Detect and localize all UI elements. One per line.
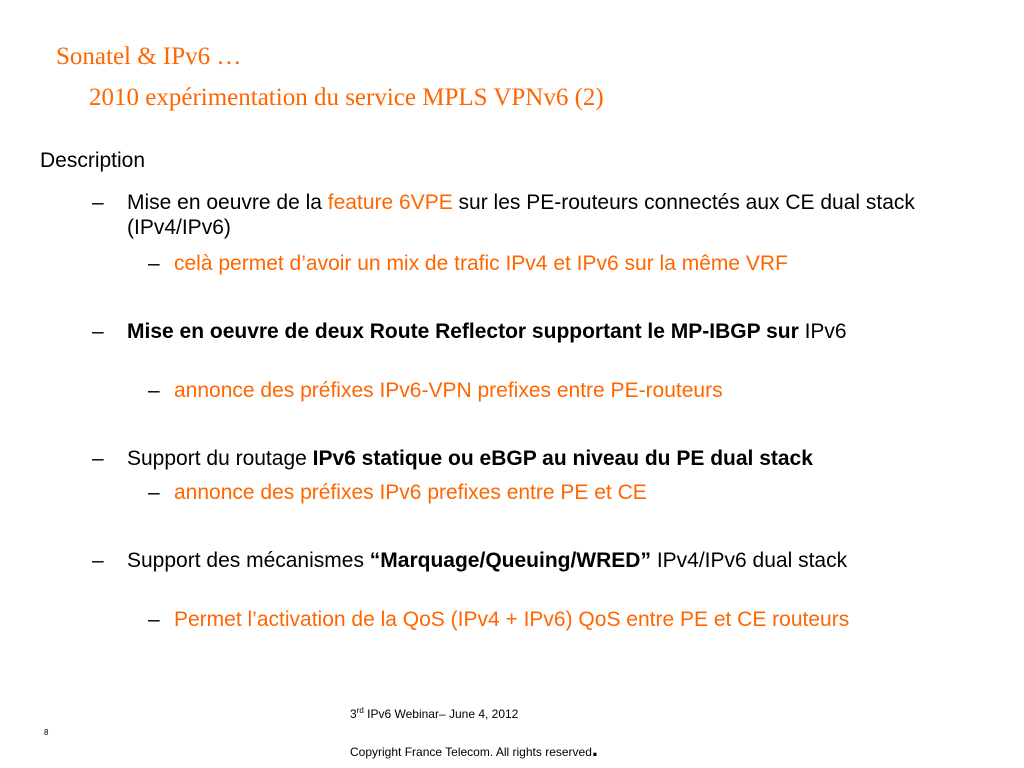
footer-copyright-text: Copyright France Telecom. All rights reserved xyxy=(350,745,592,759)
sub-bullet-text: celà permet d’avoir un mix de trafic IPv4 et IPv6 sur la même VRF xyxy=(174,252,788,275)
sub-bullet-text: Permet l’activation de la QoS (IPv4 + IPv6) QoS entre PE et CE routeurs xyxy=(174,608,850,631)
description-heading: Description xyxy=(40,149,146,172)
sub-bullet-dash: – xyxy=(148,379,160,402)
bullet-bold-text: Mise en oeuvre de deux Route Reflector supportant le MP-IBGP sur xyxy=(127,320,799,343)
footer-event-ordinal: rd xyxy=(356,706,364,715)
slide-subtitle: 2010 expérimentation du service MPLS VPNv6 (2) xyxy=(89,84,604,111)
bullet-bold-text: IPv6 statique ou eBGP au niveau du PE dual stack xyxy=(312,447,813,470)
bullet-text: Support des mécanismes xyxy=(127,549,370,572)
bullet-text: Support du routage xyxy=(127,447,313,470)
bullet-dash: – xyxy=(92,549,104,572)
bullet-text: Mise en oeuvre de la xyxy=(127,191,328,214)
sub-bullet-text: annonce des préfixes IPv6-VPN prefixes entre PE-routeurs xyxy=(174,379,723,402)
bullet-highlight: feature 6VPE xyxy=(327,191,453,214)
bullet-dash: – xyxy=(92,447,104,470)
footer-event xyxy=(350,706,518,721)
bullet-text: IPv6 xyxy=(798,320,847,343)
sub-bullet-dash: – xyxy=(148,481,160,504)
footer-event-text: IPv6 Webinar– June 4, 2012 xyxy=(363,707,519,721)
bullet-dash: – xyxy=(92,320,104,343)
bullet-text: IPv4/IPv6 dual stack xyxy=(650,549,848,572)
footer-copyright-dot: . xyxy=(591,736,599,761)
sub-bullet-text: annonce des préfixes IPv6 prefixes entre PE et CE xyxy=(174,481,647,504)
bullet-dash: – xyxy=(92,191,104,214)
bullet-text: sur les PE-routeurs connectés aux CE dual stack (IPv4/IPv6) xyxy=(127,191,915,239)
sub-bullet-dash: – xyxy=(148,252,160,275)
footer-copyright xyxy=(350,736,598,762)
sub-bullet-dash: – xyxy=(148,608,160,631)
bullet-bold-text: “Marquage/Queuing/WRED” xyxy=(369,549,651,572)
slide-title: Sonatel & IPv6 … xyxy=(56,43,242,70)
page-number: 8 xyxy=(44,728,49,737)
footer-event-number: 3 xyxy=(350,707,357,721)
